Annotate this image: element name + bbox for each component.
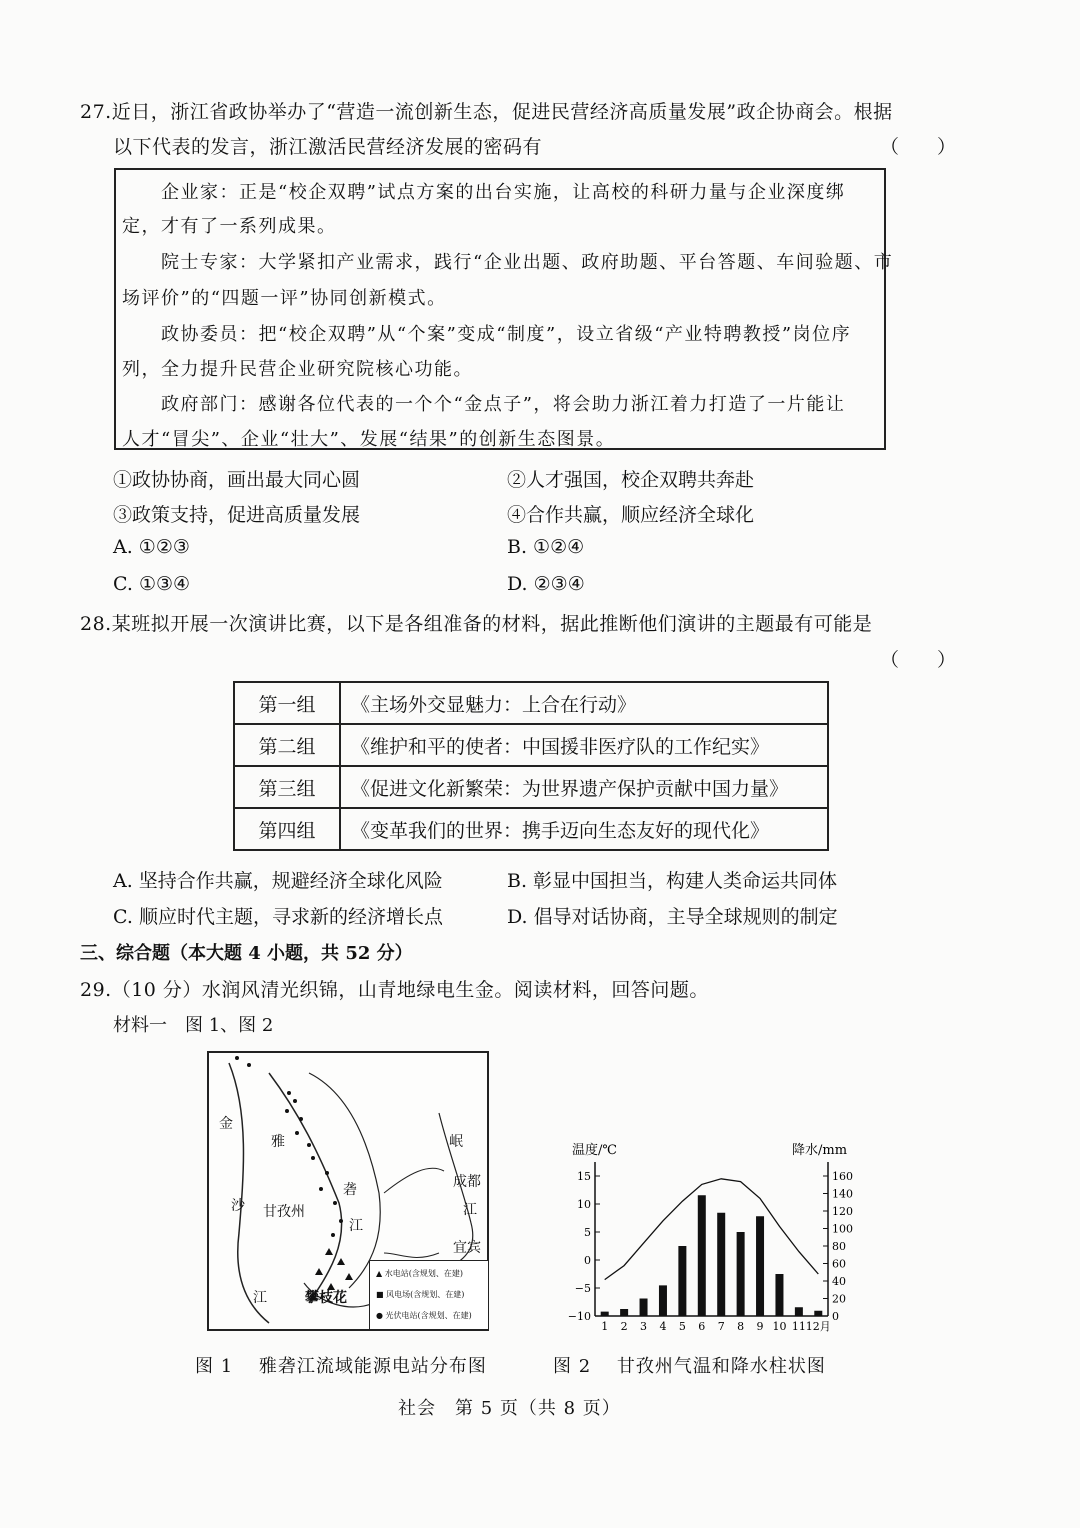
precip-bar bbox=[659, 1285, 667, 1316]
map-label: 甘孜州 bbox=[263, 1204, 305, 1220]
y2-tick-label: 140 bbox=[832, 1187, 853, 1201]
group-cell: 第一组 bbox=[234, 682, 340, 724]
title-cell: 《主场外交显魅力：上合在行动》 bbox=[340, 682, 828, 724]
map-label: 岷 bbox=[449, 1134, 463, 1150]
q28-materials-table bbox=[233, 681, 829, 851]
precip-bar bbox=[795, 1307, 803, 1316]
q27-stem-line2: 以下代表的发言，浙江激活民营经济发展的密码有 bbox=[113, 136, 543, 158]
quote-line: 政府部门：感谢各位代表的一个个“金点子”，将会助力浙江着力打造了一片能让 bbox=[122, 394, 846, 415]
y2-tick-label: 0 bbox=[832, 1310, 839, 1323]
x-tick-label: 3 bbox=[640, 1320, 648, 1333]
title-cell: 《维护和平的使者：中国援非医疗队的工作纪实》 bbox=[340, 724, 828, 766]
x-tick-label: 10 bbox=[772, 1320, 787, 1333]
quote-line: 政协委员：把“校企双聘”从“个案”变成“制度”，设立省级“产业特聘教授”岗位序 bbox=[122, 324, 852, 345]
map-label: 江 bbox=[463, 1202, 477, 1218]
precip-bar bbox=[640, 1299, 648, 1317]
q27-answer-paren: （ ） bbox=[880, 136, 957, 158]
quote-line: 院士专家：大学紧扣产业需求，践行“企业出题、政府助题、平台答题、车间验题、市 bbox=[122, 252, 894, 273]
x-tick-label: 5 bbox=[678, 1320, 686, 1333]
group-cell: 第三组 bbox=[234, 766, 340, 808]
map-label: 攀枝花 bbox=[305, 1290, 347, 1306]
q28-answer-paren: （ ） bbox=[880, 649, 957, 671]
q29-material-label: 材料一 图 1、图 2 bbox=[113, 1015, 274, 1036]
quote-line: 企业家：正是“校企双聘”试点方案的出台实施，让高校的科研力量与企业深度绑 bbox=[122, 182, 846, 203]
x-tick-label: 9 bbox=[756, 1320, 764, 1333]
y-tick-label: 10 bbox=[577, 1198, 591, 1211]
precip-bar bbox=[775, 1274, 783, 1316]
q29-stem: 29.（10 分）水润风清光织锦，山青地绿电生金。阅读材料，回答问题。 bbox=[80, 979, 709, 1001]
q28-option-a[interactable]: A. 坚持合作共赢，规避经济全球化风险 bbox=[113, 870, 443, 892]
q28-option-c[interactable]: C. 顺应时代主题，寻求新的经济增长点 bbox=[113, 906, 443, 928]
x-tick-label: 6 bbox=[698, 1320, 706, 1333]
q27-option-d[interactable]: D. ②③④ bbox=[507, 573, 585, 595]
map-label: 沙 bbox=[231, 1198, 245, 1214]
y-axis-label: 温度/℃ bbox=[572, 1143, 617, 1158]
map-label: 金 bbox=[219, 1116, 233, 1132]
y2-axis-label: 降水/mm bbox=[792, 1143, 848, 1158]
section-heading: 三、综合题（本大题 4 小题，共 52 分） bbox=[80, 943, 413, 964]
y-tick-label: 0 bbox=[584, 1254, 591, 1267]
map-label: 江 bbox=[253, 1290, 267, 1306]
quote-line: 人才“冒尖”、企业“壮大”、发展“结果”的创新生态图景。 bbox=[122, 429, 616, 450]
map-label: 成都 bbox=[453, 1174, 481, 1190]
q27-statement-3: ③政策支持，促进高质量发展 bbox=[113, 504, 361, 526]
precip-bar bbox=[620, 1309, 628, 1316]
quote-line: 场评价”的“四题一评”协同创新模式。 bbox=[122, 288, 447, 309]
q27-quote-box bbox=[114, 168, 894, 450]
map-label: 江 bbox=[349, 1218, 363, 1234]
group-cell: 第四组 bbox=[234, 808, 340, 850]
y2-tick-label: 40 bbox=[832, 1275, 846, 1288]
x-tick-label: 11 bbox=[791, 1320, 806, 1333]
precip-bar bbox=[601, 1312, 609, 1316]
y2-tick-label: 80 bbox=[832, 1240, 846, 1253]
precip-bar bbox=[717, 1213, 725, 1316]
table-row bbox=[234, 808, 828, 850]
figure-2-chart bbox=[560, 1132, 860, 1337]
quote-line: 定，才有了一系列成果。 bbox=[122, 216, 337, 237]
precip-bar bbox=[698, 1195, 706, 1316]
q27-statement-4: ④合作共赢，顺应经济全球化 bbox=[507, 504, 755, 526]
q27-statement-2: ②人才强国，校企双聘共奔赴 bbox=[507, 469, 755, 491]
y2-tick-label: 60 bbox=[832, 1257, 846, 1271]
x-tick-label: 2 bbox=[620, 1320, 628, 1333]
q27-option-c[interactable]: C. ①③④ bbox=[113, 573, 191, 595]
y2-tick-label: 20 bbox=[832, 1292, 846, 1306]
legend-item: ■ 风电场(含规划、在建) bbox=[376, 1290, 465, 1299]
y2-tick-label: 120 bbox=[832, 1205, 853, 1218]
precip-bar bbox=[678, 1246, 686, 1316]
x-tick-label: 4 bbox=[659, 1320, 667, 1333]
x-tick-label: 12月 bbox=[805, 1320, 831, 1333]
legend-item: ▲ 水电站(含规划、在建) bbox=[376, 1269, 463, 1278]
title-cell: 《促进文化新繁荣：为世界遗产保护贡献中国力量》 bbox=[340, 766, 828, 808]
q27-stem-line1: 27.近日，浙江省政协举办了“营造一流创新生态，促进民营经济高质量发展”政企协商会。根据 bbox=[80, 101, 893, 123]
y-tick-label: 5 bbox=[584, 1226, 591, 1239]
y-tick-label: −5 bbox=[574, 1282, 591, 1295]
q27-statement-1: ①政协协商，画出最大同心圆 bbox=[113, 469, 361, 491]
q27-option-a[interactable]: A. ①②③ bbox=[113, 536, 190, 558]
y-tick-label: −10 bbox=[567, 1310, 591, 1323]
legend-item: ● 光伏电站(含规划、在建) bbox=[376, 1311, 472, 1320]
quote-line: 列，全力提升民营企业研究院核心功能。 bbox=[122, 359, 473, 380]
x-tick-label: 8 bbox=[737, 1320, 745, 1333]
map-label: 砻 bbox=[343, 1182, 357, 1198]
precip-bar bbox=[737, 1232, 745, 1316]
precip-bar bbox=[756, 1216, 764, 1316]
y-tick-label: 15 bbox=[577, 1170, 591, 1183]
y2-tick-label: 100 bbox=[832, 1222, 853, 1236]
map-label: 雅 bbox=[271, 1134, 285, 1150]
map-legend bbox=[369, 1260, 489, 1330]
temperature-line bbox=[605, 1179, 819, 1280]
figure-2-caption: 图 2 甘孜州气温和降水柱状图 bbox=[553, 1356, 826, 1377]
table-row bbox=[234, 682, 828, 724]
precip-bar bbox=[814, 1311, 822, 1316]
table-row bbox=[234, 766, 828, 808]
table-row bbox=[234, 724, 828, 766]
x-tick-label: 1 bbox=[601, 1320, 609, 1333]
q28-option-d[interactable]: D. 倡导对话协商，主导全球规则的制定 bbox=[507, 906, 838, 928]
q28-stem: 28.某班拟开展一次演讲比赛，以下是各组准备的材料，据此推断他们演讲的主题最有可能是 bbox=[80, 613, 873, 635]
map-label: 宜宾 bbox=[453, 1240, 481, 1256]
page-footer: 社会 第 5 页（共 8 页） bbox=[398, 1398, 621, 1419]
title-cell: 《变革我们的世界：携手迈向生态友好的现代化》 bbox=[340, 808, 828, 850]
group-cell: 第二组 bbox=[234, 724, 340, 766]
figure-1-caption: 图 1 雅砻江流域能源电站分布图 bbox=[195, 1356, 487, 1377]
y2-tick-label: 160 bbox=[832, 1170, 853, 1183]
q28-option-b[interactable]: B. 彰显中国担当，构建人类命运共同体 bbox=[507, 870, 838, 892]
q27-option-b[interactable]: B. ①②④ bbox=[507, 536, 585, 558]
x-tick-label: 7 bbox=[717, 1320, 725, 1333]
